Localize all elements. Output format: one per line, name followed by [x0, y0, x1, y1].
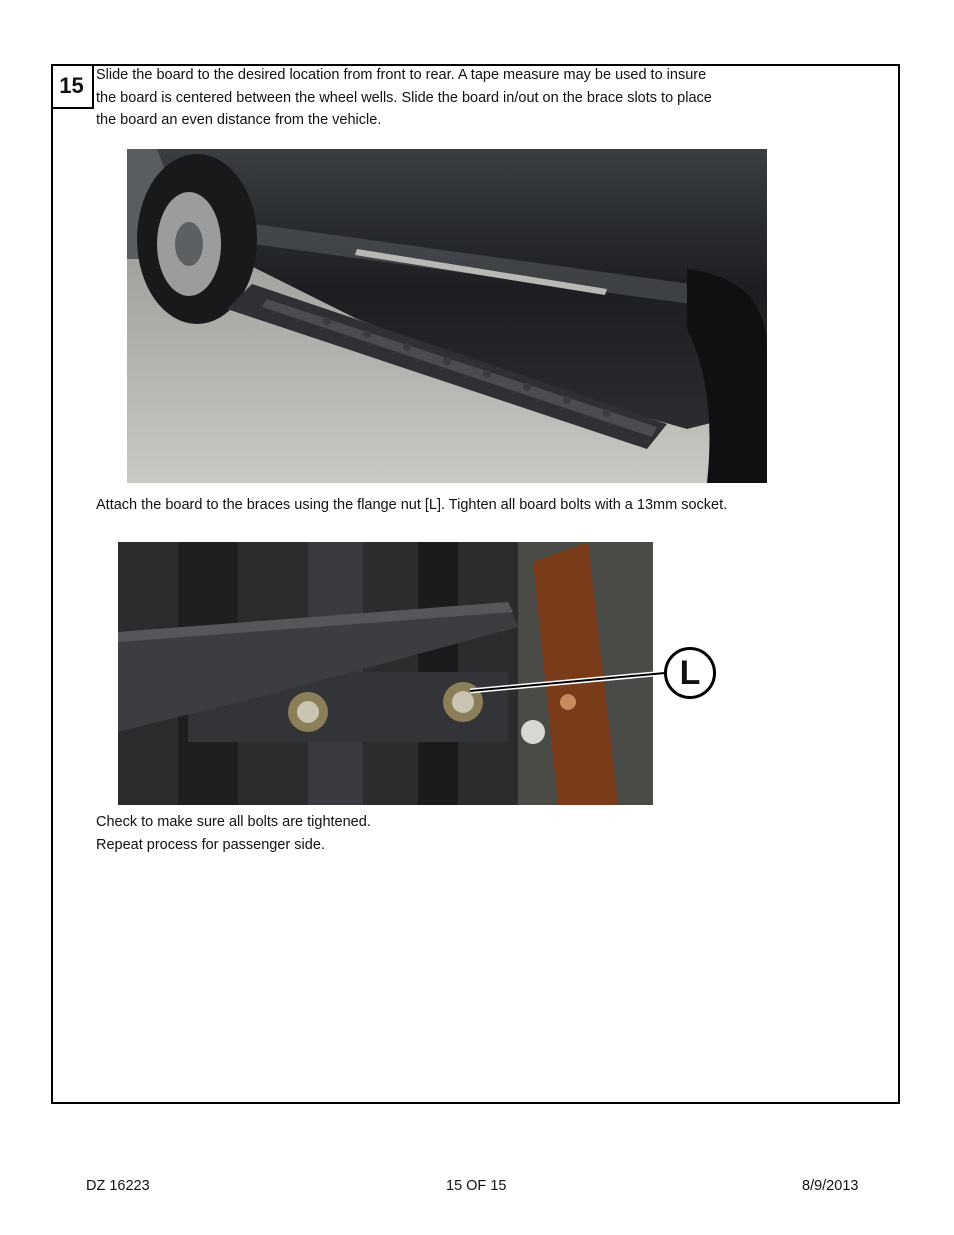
check-instruction: Check to make sure all bolts are tightened. [96, 814, 371, 830]
callout-label: L [679, 653, 701, 692]
repeat-instruction: Repeat process for passenger side. [96, 837, 325, 853]
footer-page-number: 15 OF 15 [446, 1178, 507, 1194]
attach-instruction: Attach the board to the braces using the flange nut [L]. Tighten all board bolts with a 13mm socket. [96, 497, 728, 513]
intro-line-2: the board is centered between the wheel wells. Slide the board in/out on the brace slots to place [96, 90, 712, 106]
intro-line-3: the board an even distance from the vehicle. [96, 112, 382, 128]
footer-date: 8/9/2013 [802, 1178, 859, 1194]
footer-doc-id: DZ 16223 [86, 1178, 150, 1194]
step-number: 15 [51, 64, 94, 109]
callout-circle [664, 647, 716, 699]
intro-line-1: Slide the board to the desired location from front to rear. A tape measure may be used to insure [96, 67, 707, 83]
callout-leader-line [470, 640, 670, 700]
running-board-photo [127, 149, 767, 483]
